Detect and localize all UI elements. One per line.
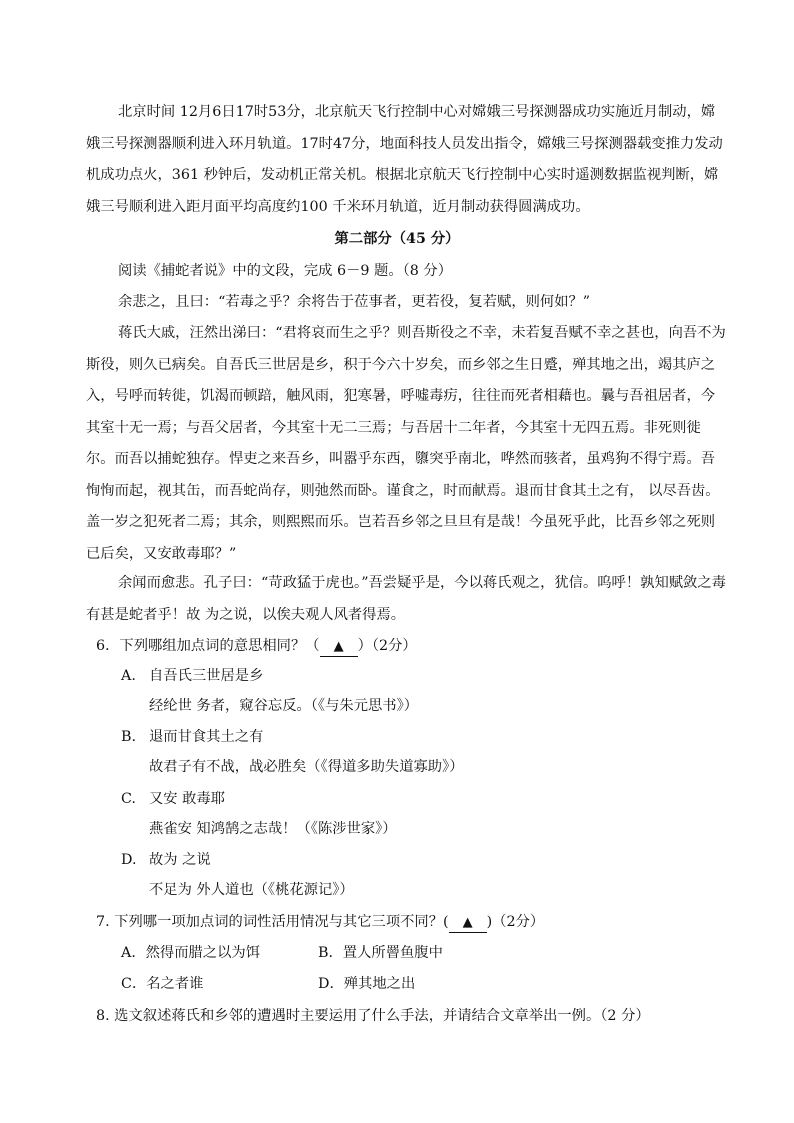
q6-option-c-line2: 燕雀安 知鸿鹄之志哉！（《陈涉世家》） [149,821,397,837]
q7-option-b: B．置人所罾鱼腹中 [318,945,443,961]
q6-option-b-line1: 退而甘食其土之有 [149,729,264,745]
q7-option-a: A．然得而腊之以为饵 [121,945,260,961]
reading-para-3: 余闻而愈悲。孔子曰：“苛政猛于虎也。”吾尝疑乎是，今以蒋氏观之，犹信。呜呼！孰知赋敛之毒有甚是蛇者乎！故 为之说，以俟夫观人风者得焉。 [86,575,726,623]
question-7-stem-pre: 7. 下列哪一项加点词的词性活用情况与其它三项不同？( [96,914,449,930]
q6-option-b-letter: B. [121,729,137,745]
passage-change3-news: 北京时间 12月6日17时53分，北京航天飞行控制中心对嫦娥三号探测器成功实施近月制动，嫦娥三号探测器顺利进入环月轨道。17时47分，地面科技人员发出指令，嫦娥三号探测器载变推力发动机成功点火，361 秒钟后，发动机正常关机。根据北京航天飞行控制中心实时遥测数据监视判断，嫦娥三号顺利进入距月面平均高度约100 千米环月轨道，近月制动获得圆满成功。 [86,104,723,215]
section-heading: 第二部分（45 分） [334,231,460,247]
q6-option-c-line1: 又安 敢毒耶 [149,791,226,807]
q6-option-d-line2: 不足为 外人道也（《桃花源记》） [149,882,354,898]
q6-option-a-line1: 自吾氏三世居是乡 [149,668,264,684]
q6-option-a-letter: A. [121,668,136,684]
question-7-answer-blank[interactable]: ▲ [449,914,487,933]
q6-option-d-letter: D. [121,852,137,868]
question-6 [96,631,417,661]
q7-option-d: D．殚其地之出 [318,976,416,992]
question-6-stem-pre: 6．下列哪组加点词的意思相同？（ [96,638,320,654]
question-7-stem-post: )（2分） [486,914,545,930]
reading-para-2: 蒋氏大戚，汪然出涕曰：“君将哀而生之乎？则吾斯役之不幸，未若复吾赋不幸之甚也，向吾不为斯役，则久已病矣。自吾氏三世居是乡，积于今六十岁矣，而乡邻之生日蹙，殚其地之出，竭其庐之入，号呼而转徙，饥渴而顿踣，触风雨，犯寒暑，呼嘘毒疠，往往而死者相藉也。曩与吾祖居者，今其室十无一焉；与吾父居者，今其室十无二三焉；与吾居十二年者，今其室十无四五焉。非死则徙尔。而吾以捕蛇独存。悍吏之来吾乡，叫嚣乎东西，隳突乎南北，哗然而骇者，虽鸡狗不得宁焉。吾恂恂而起，视其缶，而吾蛇尚存，则弛然而卧。谨食之，时而献焉。退而甘食其土之有， 以尽吾齿。盖一岁之犯死者二焉；其余，则熙熙而乐。岂若吾乡邻之旦旦有是哉！今虽死乎此，比吾乡邻之死则已后矣，又安敢毒耶？” [86,325,726,562]
q6-option-d-line1: 故为 之说 [149,852,211,868]
reading-para-1: 余悲之，且曰：“若毒之乎？余将告于莅事者，更若役，复若赋，则何如？” [118,294,591,310]
q6-option-a-line2: 经纶世 务者，窥谷忘反。（《与朱元思书》） [149,698,419,714]
question-7 [96,907,544,937]
q7-option-c: C．名之者谁 [121,976,204,992]
question-6-stem-post: ）（2分） [357,638,417,654]
reading-instruction: 阅读《捕蛇者说》中的文段，完成 6－9 题。（8 分） [118,263,453,279]
question-8: 8. 选文叙述蒋氏和乡邻的遭遇时主要运用了什么手法，并请结合文章举出一例。（2 分） [96,1008,650,1024]
q6-option-c-letter: C. [121,791,136,807]
question-6-answer-blank[interactable]: ▲ [320,638,358,657]
q6-option-b-line2: 故君子有不战，战必胜矣（《得道多助失道寡助》） [149,759,464,775]
